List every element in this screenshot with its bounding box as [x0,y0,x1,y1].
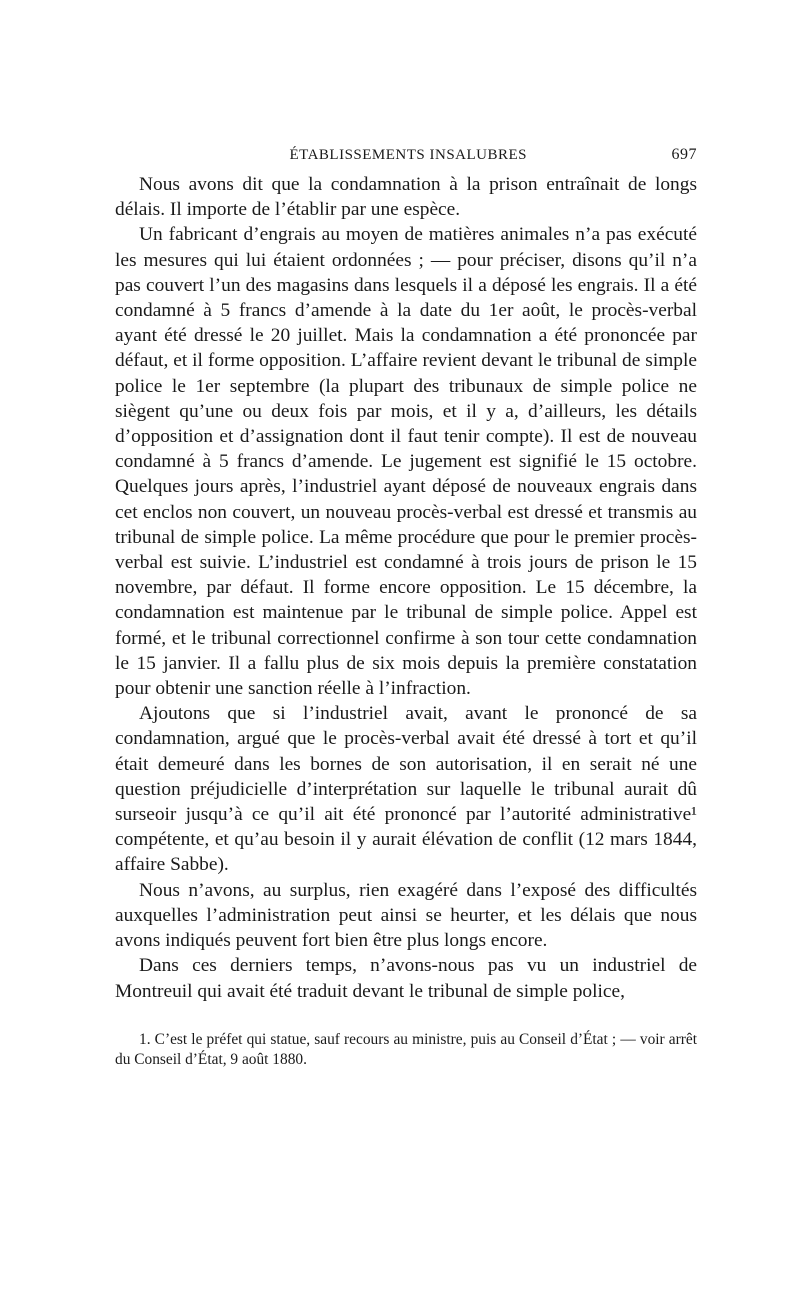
main-text [115,172,697,1004]
paragraph: Dans ces derniers temps, n’avons-nous pas vu un industriel de Montreuil qui avait été traduit devant le tribunal de simple police, [115,955,697,1002]
footnote: 1. C’est le préfet qui statue, sauf recours au ministre, puis au Conseil d’État ; — voir arrêt du Conseil d’État, 9 août 1880. [115,1030,697,1068]
paragraph: Un fabricant d’engrais au moyen de matières animales n’a pas exécuté les mesures qui lui étaient ordonnées ; — pour préciser, disons qu’il n’a pas couvert l’un des magasins dans lesquels il a déposé les engrais. Il a été condamné à 5 francs d’amende à la date du 1er août, le procès-verbal ayant été dressé le 20 juillet. Mais la condamnation a été prononcée par défaut, et il forme opposition. L’affaire revient devant le tribunal de simple police le 1er septembre (la plupart des tribunaux de simple police ne siègent qu’une ou deux fois par mois, et il y a, d’ailleurs, les détails d’opposition et d’assignation dont il faut tenir compte). Il est de nouveau condamné à 5 francs d’amende. Le jugement est signifié le 15 octobre. Quelques jours après, l’industriel ayant déposé de nouveaux engrais dans cet enclos non couvert, un nouveau procès-verbal est dressé et transmis au tribunal de simple police. La même procédure que pour le premier procès-verbal est suivie. L’industriel est condamné à trois jours de prison le 15 novembre, par défaut. Il forme encore opposition. Le 15 décembre, la condamnation est maintenue par le tribunal de simple police. Appel est formé, et le tribunal correctionnel confirme à son tour cette condamnation le 15 janvier. Il a fallu plus de six mois depuis la première constatation pour obtenir une sanction réelle à l’infraction. [115,224,697,700]
running-title: ÉTABLISSEMENTS INSALUBRES [289,147,528,163]
paragraph: Nous n’avons, au surplus, rien exagéré dans l’exposé des difficultés auxquelles l’administration peut ainsi se heurter, et les délais que nous avons indiqués peuvent fort bien être plus longs encore. [115,879,697,952]
page-number: 697 [671,146,697,163]
running-head [115,146,697,172]
paragraph: Ajoutons que si l’industriel avait, avant le prononcé de sa condamnation, argué que le procès-verbal avait été dressé à tort et qu’il était demeuré dans les bornes de son autorisation, il en serait né une question préjudicielle d’interprétation sur laquelle le tribunal aurait dû surseoir jusqu’à ce qu’il ait été prononcé par l’autorité administrative¹ compétente, et qu’au besoin il y aurait élévation de conflit (12 mars 1844, affaire Sabbe). [115,703,697,876]
book-page [115,146,697,1070]
paragraph: Nous avons dit que la condamnation à la prison entraînait de longs délais. Il importe de l’établir par une espèce. [115,174,697,221]
footnotes [115,1030,697,1070]
